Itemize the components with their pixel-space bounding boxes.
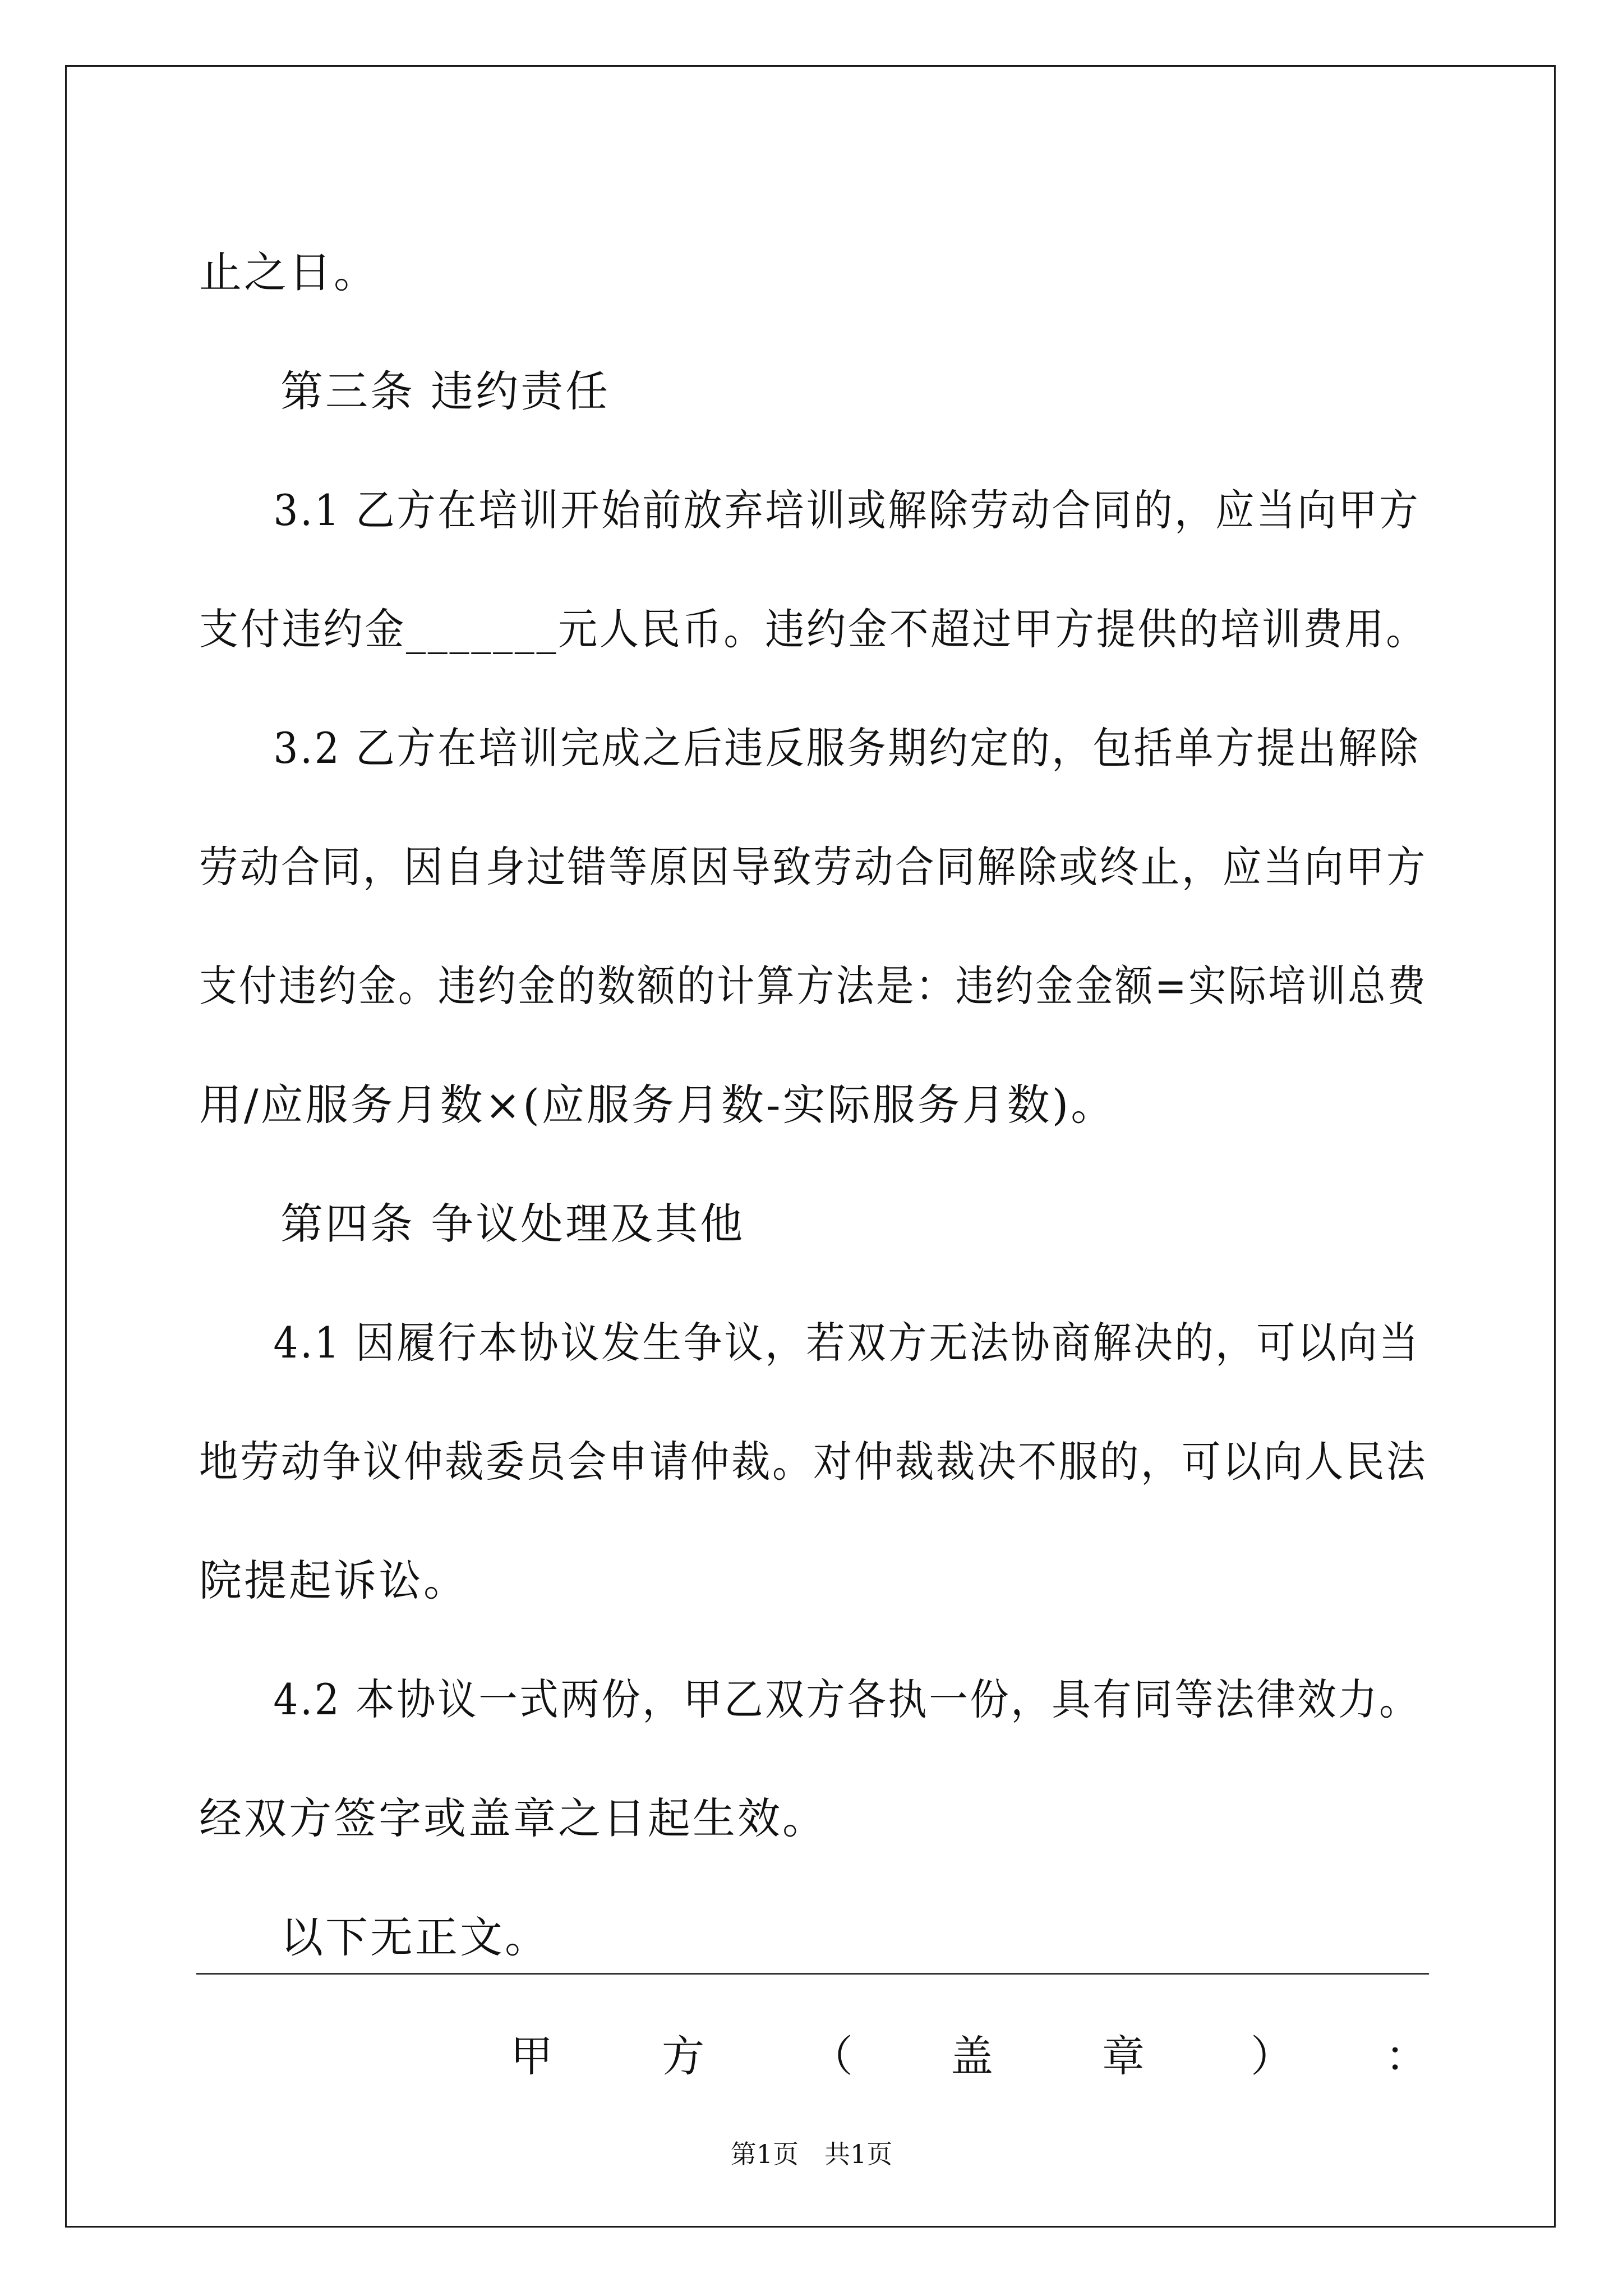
paragraph-line: 3.1 乙方在培训开始前放弃培训或解除劳动合同的，应当向甲方 [273,485,1421,535]
signature-char: （ [810,2031,853,2081]
paragraph-line: 用/应服务月数×(应服务月数-实际服务月数)。 [199,1080,1116,1130]
paragraph-line: 支付违约金。违约金的数额的计算方法是：违约金金额=实际培训总费 [199,961,1428,1011]
paragraph-line: 4.2 本协议一式两份，甲乙双方各执一份，具有同等法律效力。 [273,1674,1421,1724]
page-number: 第1页 共1页 [730,2139,893,2169]
signature-char: 甲 [510,2031,553,2081]
document-body [199,213,1427,2116]
paragraph-line: 经双方签字或盖章之日起生效。 [199,1793,827,1843]
paragraph-line: 3.2 乙方在培训完成之后违反服务期约定的，包括单方提出解除 [273,723,1421,773]
signature-char: ： [1385,2031,1428,2081]
signature-char: 章 [1102,2031,1145,2081]
paragraph-line: 劳动合同，因自身过错等原因导致劳动合同解除或终止，应当向甲方 [199,842,1427,892]
signature-char: ） [1251,2031,1293,2081]
closing-note: 以下无正文。 [280,1912,550,1962]
section-heading-4: 第四条 争议处理及其他 [280,1199,745,1249]
paragraph-line: 院提起诉讼。 [199,1556,468,1605]
paragraph-line: 止之日。 [199,247,379,297]
signature-underline [196,1973,1429,1975]
section-heading-3: 第三条 违约责任 [280,366,611,416]
paragraph-line: 支付违约金_______元人民币。违约金不超过甲方提供的培训费用。 [199,604,1428,654]
signature-char: 方 [662,2031,704,2081]
signature-char: 盖 [951,2031,993,2081]
paragraph-line: 地劳动争议仲裁委员会申请仲裁。对仲裁裁决不服的，可以向人民法 [199,1437,1427,1487]
signature-label-party-a [199,1997,1427,2116]
paragraph-line: 4.1 因履行本协议发生争议，若双方无法协商解决的，可以向当 [273,1318,1421,1368]
